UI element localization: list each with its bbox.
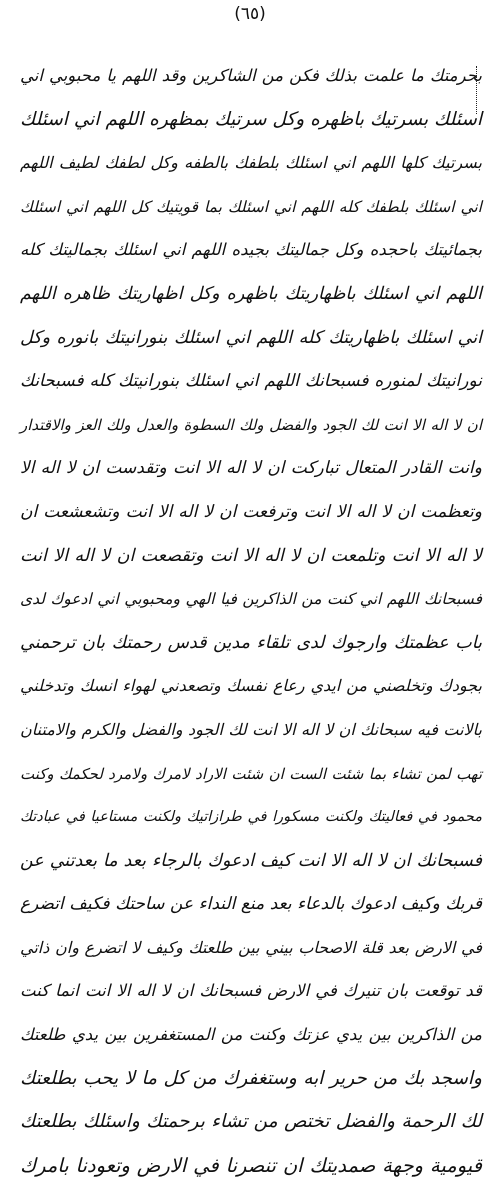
manuscript-line: محمود في فعاليتك ولكنت مسكورا في طرازاتيك ولكنت مستاعيا في عبادتك	[20, 809, 482, 826]
manuscript-line: تهب لمن تشاء بما شئت الست ان شئت الاراد لامرك ولامرد لحكمك وكنت	[20, 764, 482, 783]
manuscript-line: اني اسئلك باظهاريتك كله اللهم اني اسئلك بنورانيتك بانوره وكل	[20, 327, 482, 348]
manuscript-line: لك الرحمة والفضل تختص من تشاء برحمتك واسئلك بطلعتك	[20, 1111, 482, 1133]
manuscript-line: في الارض بعد قلة الاصحاب بيني بين طلعتك وكيف لا اتضرع وان ذاتي	[20, 937, 482, 957]
manuscript-line: فسبحانك ان لا اله الا انت كيف ادعوك بالرجاء بعد ما بعدتني عن	[20, 850, 482, 871]
manuscript-line: باب عظمتك وارجوك لدى تلقاء مدين قدس رحمتك بان ترحمني	[20, 632, 482, 653]
manuscript-line: بحرمتك ما علمت بذلك فكن من الشاكرين وقد اللهم يا محبوبي اني	[20, 66, 482, 85]
manuscript-line: بالانت فيه سبحانك ان لا اله الا انت لك الجود والفضل والكرم والامتنان	[20, 719, 482, 739]
manuscript-line: فسبحانك اللهم اني كنت من الذاكرين فيا الهي ومحبوبي اني ادعوك لدى	[20, 590, 482, 609]
manuscript-line: اسئلك بسرتيك باظهره وكل سرتيك بمظهره اللهم اني اسئلك	[20, 108, 482, 130]
manuscript-line: وانت القادر المتعال تباركت ان لا اله الا انت وتقدست ان لا اله الا	[20, 458, 482, 479]
manuscript-line: قربك وكيف ادعوك بالدعاء بعد منع النداء عن ساحتك فكيف اتضرع	[20, 894, 482, 915]
manuscript-line: اني اسئلك بلطفك كله اللهم اني اسئلك بما قويتيك كل اللهم اني اسئلك	[20, 197, 482, 216]
manuscript-line: قد توقعت بان تنيرك في الارض فسبحانك ان لا اله الا انت انما كنت	[20, 981, 482, 1001]
manuscript-line: وتعظمت ان لا اله الا انت وترفعت ان لا اله الا انت وتشعشعت ان	[20, 501, 482, 522]
manuscript-line: قيومية وجهة صمديتك ان تنصرنا في الارض وتعودنا بامرك	[20, 1153, 482, 1177]
manuscript-line: من الذاكرين بين يدي عزتك وكنت من المستغفرين بين يدي طلعتك	[20, 1025, 482, 1045]
page-number: (٦٥)	[234, 4, 266, 24]
manuscript-line: بجمائيتك باحجده وكل جماليتك بجيده اللهم اني اسئلك بجماليتك كله	[20, 240, 482, 260]
manuscript-line: واسجد بك من حرير ابه وستغفرك من كل ما لا يحب بطلعتك	[20, 1067, 482, 1089]
manuscript-line: ان لا اله الا انت لك الجود والفضل ولك السطوة والعدل ولك العز والاقتدار	[20, 415, 482, 434]
manuscript-line: بسرتيك كلها اللهم اني اسئلك بلطفك بالطفه وكل لطفك لطيف اللهم	[20, 153, 482, 173]
manuscript-line: اللهم اني اسئلك باظهاريتك باظهره وكل اظهاريتك ظاهره اللهم	[20, 283, 482, 304]
manuscript-text-block	[20, 58, 482, 1191]
manuscript-line: نورانيتك لمنوره فسبحانك اللهم اني اسئلك بنورانيتك كله فسبحانك	[20, 371, 482, 392]
manuscript-line: بجودك وتخلصني من ايدي رعاع نفسك وتصعدني لهواء انسك وتدخلني	[20, 676, 482, 696]
manuscript-line: لا اله الا انت وتلمعت ان لا اله الا انت وتقصعت ان لا اله الا انت	[20, 545, 482, 566]
